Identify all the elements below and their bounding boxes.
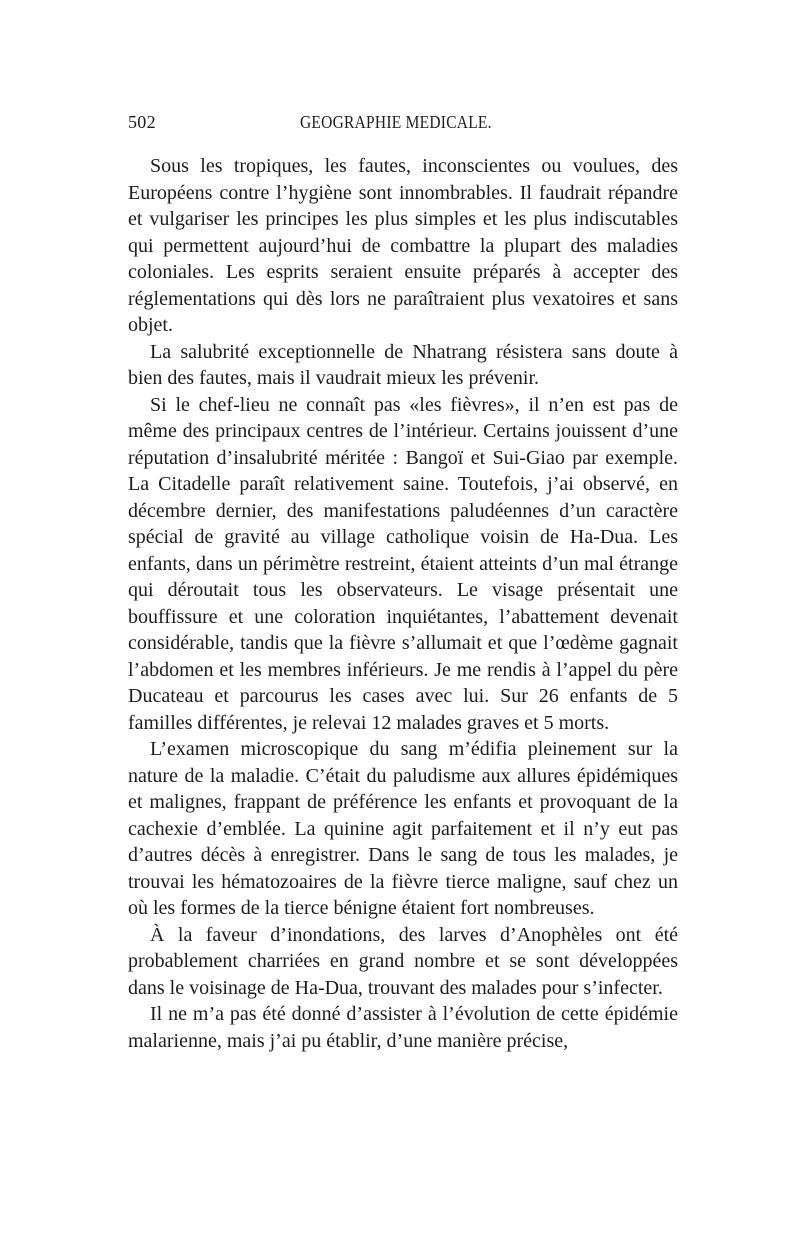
running-title: GEOGRAPHIE MEDICALE. xyxy=(300,112,492,132)
paragraph: Sous les tropiques, les fautes, inconscientes ou voulues, des Européens contre l’hygiène sont innombrables. Il faudrait répandre et vulgariser les principes les plus simples et les plus indiscutables qui permettent aujourd’hui de combattre la plupart des maladies coloniales. Les esprits seraient ensuite préparés à accepter des réglementations qui dès lors ne paraîtraient plus vexatoires et sans objet. xyxy=(128,155,678,336)
body-text xyxy=(128,153,678,1054)
page-number: 502 xyxy=(128,112,156,132)
paragraph: La salubrité exceptionnelle de Nhatrang résistera sans doute à bien des fautes, mais il vaudrait mieux les prévenir. xyxy=(128,340,678,389)
paragraph: Si le chef-lieu ne connaît pas «les fièvres», il n’en est pas de même des principaux centres de l’intérieur. Certains jouissent d’une réputation d’insalubrité méritée : Bangoï et Sui-Giao par exemple. La Citadelle paraît relativement saine. Toutefois, j’ai observé, en décembre dernier, des manifestations paludéennes d’un caractère spécial de gravité au village catholique voisin de Ha-Dua. Les enfants, dans un périmètre restreint, étaient atteints d’un mal étrange qui déroutait tous les observateurs. Le visage présentait une bouffissure et une coloration inquiétantes, l’abattement devenait considérable, tandis que la fièvre s’allumait et que l’œdème gagnait l’abdomen et les membres inférieurs. Je me rendis à l’appel du père Ducateau et parcourus les cases avec lui. Sur 26 enfants de 5 familles différentes, je relevai 12 malades graves et 5 morts. xyxy=(128,393,678,734)
paragraph: L’examen microscopique du sang m’édifia pleinement sur la nature de la maladie. C’était du paludisme aux allures épidémiques et malignes, frappant de préférence les enfants et provoquant de la cachexie d’emblée. La quinine agit parfaitement et il n’y eut pas d’autres décès à enregistrer. Dans le sang de tous les malades, je trouvai les hématozoaires de la fièvre tierce maligne, sauf chez un où les formes de la tierce bénigne étaient fort nombreuses. xyxy=(128,738,678,919)
paragraph: À la faveur d’inondations, des larves d’Anophèles ont été probablement charriées en grand nombre et se sont développées dans le voisinage de Ha-Dua, trouvant des malades pour s’infecter. xyxy=(128,923,678,999)
paragraph: Il ne m’a pas été donné d’assister à l’évolution de cette épidémie malarienne, mais j’ai pu établir, d’une manière précise, xyxy=(128,1003,678,1052)
running-head xyxy=(128,112,678,142)
